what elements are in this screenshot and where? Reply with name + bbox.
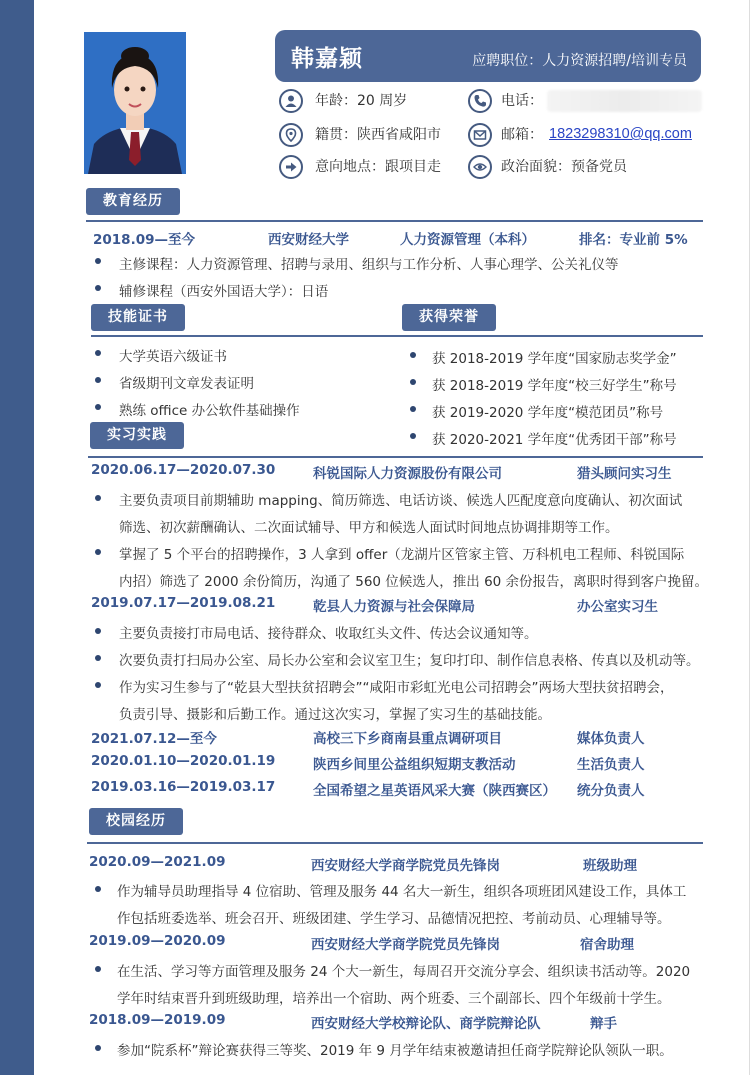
campus-org: 西安财经大学校辩论队、商学院辩论队 <box>311 1016 541 1032</box>
campus-role: 辩手 <box>590 1016 617 1032</box>
campus-org: 西安财经大学商学院党员先锋岗 <box>311 858 500 874</box>
arrow-right-icon <box>279 155 303 179</box>
section-honors: 获得荣誉 <box>402 304 496 331</box>
name-banner <box>275 30 701 82</box>
internship-divider <box>88 456 703 458</box>
activity-role: 生活负责人 <box>577 757 645 773</box>
section-campus: 校园经历 <box>89 808 183 835</box>
education-divider <box>86 220 703 222</box>
campus-date: 2018.09—2019.09 <box>89 1012 226 1028</box>
campus-line: 学年时结束晋升到班级助理，培养出一个宿助、两个班委、三个副部长、四个年级前十学生。 <box>117 991 671 1007</box>
activity-role: 媒体负责人 <box>577 731 645 747</box>
bullet-icon <box>95 495 101 501</box>
job-line: 次要负责打扫局办公室、局长办公室和会议室卫生；复印打印、制作信息表格、传真以及机动等。 <box>119 653 700 669</box>
section-skills: 技能证书 <box>91 304 185 331</box>
campus-line: 参加“院系杯”辩论赛获得三等奖、2019 年 9 月学年结束被邀请担任商学院辩论队领队一职。 <box>117 1043 673 1059</box>
job-line: 内招）筛选了 2000 余份简历，沟通了 560 位候选人，推出 60 余份报告，离职时得到客户挽留。 <box>119 574 709 590</box>
email-address[interactable]: 1823298310@qq.com <box>549 126 692 142</box>
campus-date: 2020.09—2021.09 <box>89 854 226 870</box>
activity-org: 全国希望之星英语风采大赛（陕西赛区） <box>313 783 556 799</box>
bullet-icon <box>95 1045 101 1051</box>
campus-line: 在生活、学习等方面管理及服务 24 个大一新生，每周召开交流分享会、组织读书活动等。2020 <box>117 964 691 980</box>
bullet-icon <box>410 352 416 358</box>
bullet-icon <box>95 682 101 688</box>
honor-item: 获 2019-2020 学年度“模范团员”称号 <box>432 405 664 421</box>
honor-item: 获 2018-2019 学年度“校三好学生”称号 <box>432 378 677 394</box>
education-school: 西安财经大学 <box>268 232 349 248</box>
eye-icon <box>468 155 492 179</box>
education-item: 辅修课程（西安外国语大学）：日语 <box>119 284 329 300</box>
bullet-icon <box>95 886 101 892</box>
bullet-icon <box>410 433 416 439</box>
candidate-name: 韩嘉颖 <box>291 46 363 72</box>
age-text: 年龄：20 周岁 <box>315 93 408 109</box>
location-pin-icon <box>279 123 303 147</box>
bullet-icon <box>410 379 416 385</box>
job-line: 作为实习生参与了“乾县大型扶贫招聘会”“咸阳市彩虹光电公司招聘会”两场大型扶贫招聘会， <box>119 680 674 696</box>
campus-date: 2019.09—2020.09 <box>89 933 226 949</box>
bullet-icon <box>95 285 101 291</box>
bullet-icon <box>95 655 101 661</box>
job-line: 筛选、初次薪酬确认、二次面试辅导、甲方和候选人面试时间地点协调排期等工作。 <box>119 520 619 536</box>
skill-item: 省级期刊文章发表证明 <box>119 376 254 392</box>
bullet-icon <box>410 406 416 412</box>
section-education: 教育经历 <box>86 188 180 215</box>
job-line: 负责引导、摄影和后勤工作。通过这次实习，掌握了实习生的基础技能。 <box>119 707 551 723</box>
honor-item: 获 2018-2019 学年度“国家励志奖学金” <box>432 351 677 367</box>
bullet-icon <box>95 966 101 972</box>
campus-divider <box>87 842 703 844</box>
activity-org: 高校三下乡商南县重点调研项目 <box>313 731 502 747</box>
phone-redacted <box>547 90 702 112</box>
section-internship: 实习实践 <box>90 422 184 449</box>
skills-divider <box>91 335 703 337</box>
education-date: 2018.09—至今 <box>93 232 195 248</box>
skill-item: 熟练 office 办公软件基础操作 <box>119 403 300 419</box>
bullet-icon <box>95 628 101 634</box>
campus-line: 作为辅导员助理指导 4 位宿助、管理及服务 44 名大一新生，组织各项班团风建设工作，具体工 <box>117 884 687 900</box>
campus-org: 西安财经大学商学院党员先锋岗 <box>311 937 500 953</box>
activity-org: 陕西乡间里公益组织短期支教活动 <box>313 757 516 773</box>
bullet-icon <box>95 350 101 356</box>
bullet-icon <box>95 377 101 383</box>
job-role: 办公室实习生 <box>577 599 658 615</box>
mail-icon <box>468 123 492 147</box>
job-org: 乾县人力资源与社会保障局 <box>313 599 475 615</box>
job-date: 2020.06.17—2020.07.30 <box>91 462 276 478</box>
person-icon <box>279 89 303 113</box>
side-bar <box>0 0 34 1075</box>
job-line: 主要负责接打市局电话、接待群众、收取红头文件、传达会议通知等。 <box>119 626 538 642</box>
email-label: 邮箱： <box>501 127 543 143</box>
origin-text: 籍贯：陕西省咸阳市 <box>315 127 441 143</box>
campus-line: 作包括班委选举、班会召开、班级团建、学生学习、品德情况把控、考前动员、心理辅导等。 <box>117 911 671 927</box>
profile-photo <box>84 32 186 174</box>
applied-position: 应聘职位：人力资源招聘/培训专员 <box>472 53 687 69</box>
politics-text: 政治面貌：预备党员 <box>501 159 627 175</box>
campus-role: 宿舍助理 <box>580 937 634 953</box>
activity-date: 2019.03.16—2019.03.17 <box>91 779 276 795</box>
activity-role: 统分负责人 <box>577 783 645 799</box>
job-date: 2019.07.17—2019.08.21 <box>91 595 276 611</box>
bullet-icon <box>95 404 101 410</box>
activity-date: 2020.01.10—2020.01.19 <box>91 753 276 769</box>
phone-label: 电话： <box>501 93 543 109</box>
activity-date: 2021.07.12—至今 <box>91 731 217 747</box>
campus-role: 班级助理 <box>583 858 637 874</box>
skill-item: 大学英语六级证书 <box>119 349 227 365</box>
job-line: 掌握了 5 个平台的招聘操作，3 人拿到 offer（龙湖片区管家主管、万科机电工程师、科锐国际 <box>119 547 685 563</box>
bullet-icon <box>95 258 101 264</box>
job-role: 猎头顾问实习生 <box>577 466 672 482</box>
job-line: 主要负责项目前期辅助 mapping、简历筛选、电话访谈、候选人匹配度意向度确认、初次面试 <box>119 493 683 509</box>
email-link[interactable] <box>549 125 692 143</box>
phone-icon <box>468 89 492 113</box>
education-item: 主修课程：人力资源管理、招聘与录用、组织与工作分析、人事心理学、公关礼仪等 <box>119 257 619 273</box>
education-major: 人力资源管理（本科） <box>400 232 535 248</box>
job-org: 科锐国际人力资源股份有限公司 <box>313 466 502 482</box>
education-rank: 排名：专业前 5% <box>579 232 688 248</box>
bullet-icon <box>95 549 101 555</box>
honor-item: 获 2020-2021 学年度“优秀团干部”称号 <box>432 432 677 448</box>
location-text: 意向地点：跟项目走 <box>315 159 441 175</box>
